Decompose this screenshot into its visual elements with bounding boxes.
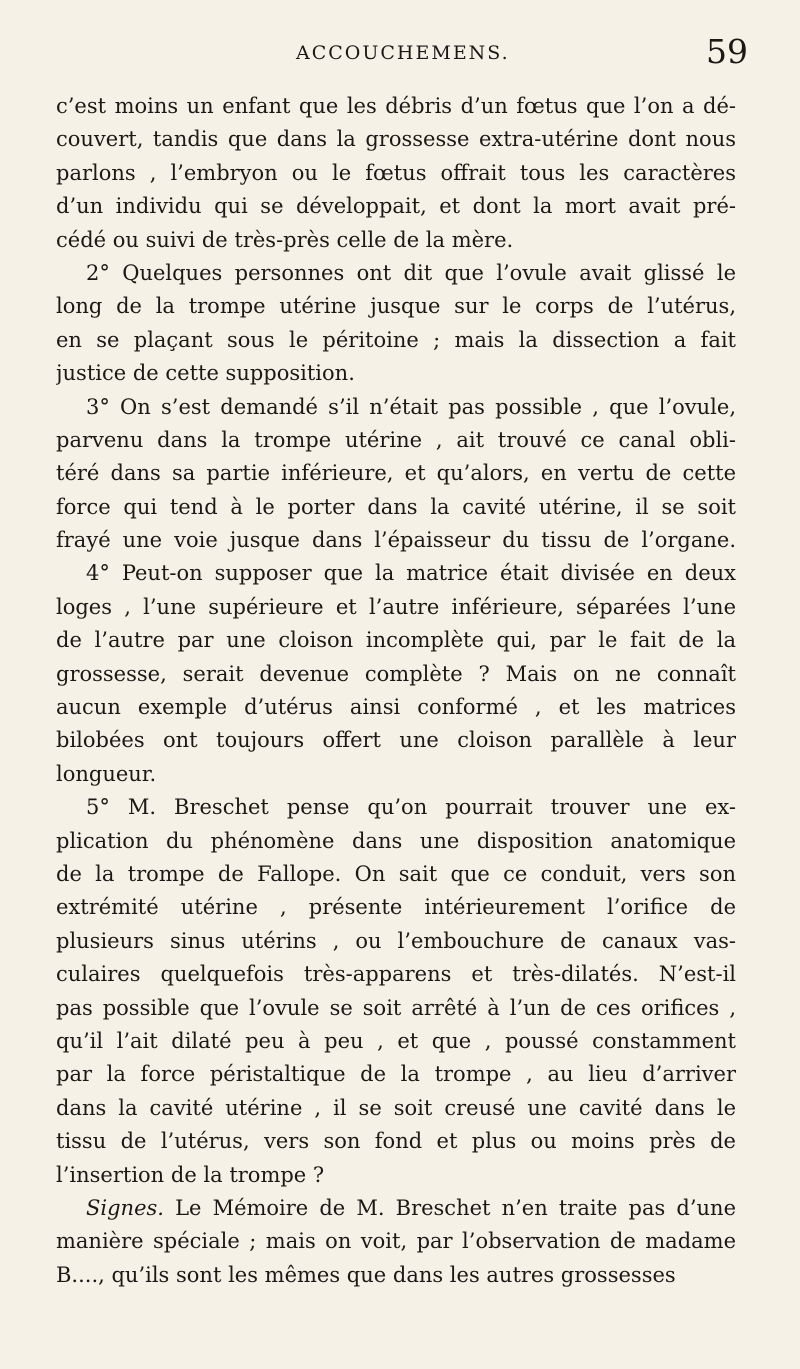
text-line: force qui tend à le porter dans la cavité utérine, il se soit [56,494,736,519]
text-line: grossesse, serait devenue complète ? Mais on ne connaît [56,661,736,686]
text-line: qu’il l’ait dilaté peu à peu , et que , poussé constamment [56,1028,736,1053]
page-header [0,32,800,78]
text-line: justice de cette supposition. [56,361,355,386]
text-line: B...., qu’ils sont les mêmes que dans les autres grossesses [56,1262,676,1287]
text-line: couvert, tandis que dans la grossesse extra-utérine dont nous [56,127,736,152]
text-line: parlons , l’embryon ou le fœtus offrait tous les caractères [56,160,736,185]
page-number: 59 [706,32,748,71]
text-line: long de la trompe utérine jusque sur le corps de l’utérus, [56,294,736,319]
text-line: tissu de l’utérus, vers son fond et plus ou moins près de [56,1129,736,1154]
text-line: pas possible que l’ovule se soit arrêté à l’un de ces orifices , [56,995,736,1020]
text-line: plication du phénomène dans une disposition anatomique [56,828,736,853]
text-line: l’insertion de la trompe ? [56,1162,325,1187]
text-line: 2° Quelques personnes ont dit que l’ovule avait glissé le [86,260,736,285]
text-line: 4° Peut-on supposer que la matrice était divisée en deux [86,561,736,586]
text-line: plusieurs sinus utérins , ou l’embouchure de canaux vas- [56,928,736,953]
signes-text: Le Mémoire de M. Breschet n’en traite pas d’une [175,1195,736,1220]
text-line: bilobées ont toujours offert une cloison parallèle à leur [56,728,736,753]
text-line: loges , l’une supérieure et l’autre inférieure, séparées l’une [56,594,736,619]
text-line: aucun exemple d’utérus ainsi conformé , et les matrices [56,695,736,720]
body-text [56,90,736,1292]
text-line: 5° M. Breschet pense qu’on pourrait trouver une ex- [86,795,736,820]
text-line: de la trompe de Fallope. On sait que ce conduit, vers son [56,861,736,886]
text-line: en se plaçant sous le péritoine ; mais la dissection a fait [56,327,736,352]
text-line-signes [56,1192,736,1225]
text-line: culaires quelquefois très-apparens et très-dilatés. N’est-il [56,962,736,987]
text-line: 3° On s’est demandé s’il n’était pas possible , que l’ovule, [86,394,736,419]
text-line: cédé ou suivi de très-près celle de la mère. [56,227,514,252]
text-line: par la force péristaltique de la trompe , au lieu d’arriver [56,1062,736,1087]
text-line: d’un individu qui se développait, et dont la mort avait pré- [56,194,736,219]
text-line: c’est moins un enfant que les débris d’un fœtus que l’on a dé- [56,94,736,118]
text-line: extrémité utérine , présente intérieurement l’orifice de [56,895,736,920]
text-line: frayé une voie jusque dans l’épaisseur du tissu de l’organe. [56,528,736,553]
text-line: dans la cavité utérine , il se soit creusé une cavité dans le [56,1095,736,1120]
text-line: téré dans sa partie inférieure, et qu’alors, en vertu de cette [56,461,736,486]
text-line: longueur. [56,761,157,786]
text-line: manière spéciale ; mais on voit, par l’observation de madame [56,1229,736,1254]
text-line: parvenu dans la trompe utérine , ait trouvé ce canal obli- [56,427,736,452]
signes-heading: Signes. [86,1195,164,1220]
running-title: ACCOUCHEMENS. [296,42,510,64]
text-line: de l’autre par une cloison incomplète qui, par le fait de la [56,628,736,653]
